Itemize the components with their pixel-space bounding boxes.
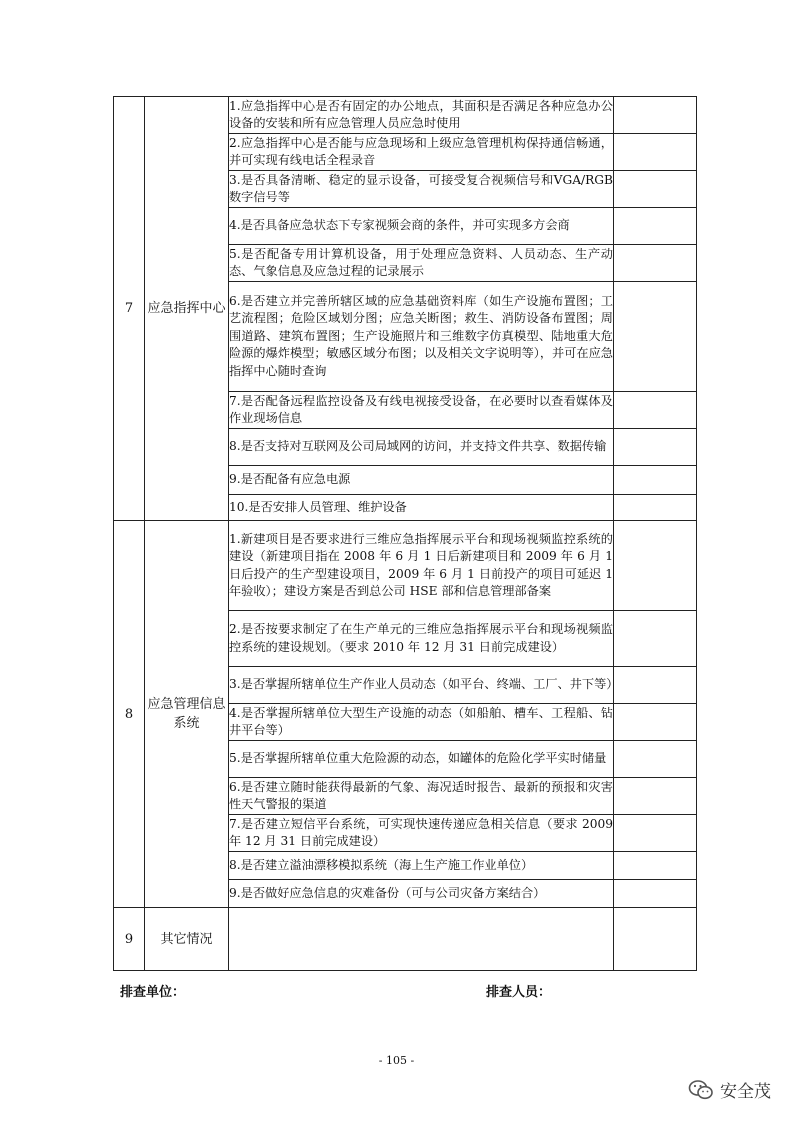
inspection-table [113,96,697,971]
result-cell [614,741,697,778]
result-cell [614,495,697,521]
table-row [114,521,697,611]
checklist-item: 5.是否配备专用计算机设备，用于处理应急资料、人员动态、生产动态、气象信息及应急过程的记录展示 [229,245,614,282]
section-category: 应急指挥中心 [145,97,229,521]
inspection-unit-label: 排查单位： [120,985,186,1000]
checklist-item: 7.是否建立短信平台系统，可实现快速传递应急相关信息（要求 2009 年 12 月 31 日前完成建设） [229,815,614,852]
watermark-text: 安全茂 [720,1082,771,1102]
section-category: 其它情况 [145,908,229,971]
result-cell [614,466,697,495]
checklist-item: 2.是否按要求制定了在生产单元的三维应急指挥展示平台和现场视频监控系统的建设规划。（要求 2010 年 12 月 31 日前完成建设） [229,611,614,667]
section-number: 9 [114,908,145,971]
result-cell [614,704,697,741]
result-cell [614,908,697,971]
checklist-item: 5.是否掌握所辖单位重大危险源的动态，如罐体的危险化学平实时储量 [229,741,614,778]
watermark [688,1077,771,1102]
result-cell [614,245,697,282]
checklist-item: 8.是否支持对互联网及公司局域网的访问，并支持文件共享、数据传输 [229,429,614,466]
table-row [114,908,697,971]
result-cell [614,778,697,815]
checklist-item: 9.是否配备有应急电源 [229,466,614,495]
result-cell [614,880,697,908]
checklist-item: 4.是否掌握所辖单位大型生产设施的动态（如船舶、槽车、工程船、钻井平台等） [229,704,614,741]
checklist-item: 8.是否建立溢油漂移模拟系统（海上生产施工作业单位） [229,852,614,880]
section-number: 8 [114,521,145,908]
table-row [114,97,697,134]
inspector-label: 排查人员： [486,985,552,1000]
checklist-item: 4.是否具备应急状态下专家视频会商的条件，并可实现多方会商 [229,208,614,245]
result-cell [614,667,697,704]
result-cell [614,208,697,245]
result-cell [614,852,697,880]
result-cell [614,97,697,134]
result-cell [614,815,697,852]
checklist-item: 7.是否配备远程监控设备及有线电视接受设备，在必要时以查看媒体及作业现场信息 [229,392,614,429]
checklist-item: 1.新建项目是否要求进行三维应急指挥展示平台和现场视频监控系统的建设（新建项目指在 2008 年 6 月 1 日后新建项目和 2009 年 6 月 1 日后投产的生产型建设项目，2009 年 6 月 1 日前投产的项目可延迟 1 年验收）；建设方案是否到总公司 HSE 部和信息管理部备案 [229,521,614,611]
result-cell [614,134,697,171]
section-number: 7 [114,97,145,521]
checklist-item: 3.是否具备清晰、稳定的显示设备，可接受复合视频信号和VGA/RGB 数字信号等 [229,171,614,208]
result-cell [614,521,697,611]
section-category: 应急管理信息系统 [145,521,229,908]
checklist-item: 6.是否建立并完善所辖区域的应急基础资料库（如生产设施布置图；工艺流程图；危险区域划分图；应急关断图；救生、消防设备布置图；周围道路、建筑布置图；生产设施照片和三维数字仿真模型、陆地重大危险源的爆炸模型；敏感区域分布图；以及相关文字说明等），并可在应急指挥中心随时查询 [229,282,614,392]
result-cell [614,282,697,392]
checklist-item: 9.是否做好应急信息的灾难备份（可与公司灾备方案结合） [229,880,614,908]
checklist-item: 2.应急指挥中心是否能与应急现场和上级应急管理机构保持通信畅通，并可实现有线电话全程录音 [229,134,614,171]
checklist-item: 10.是否安排人员管理、维护设备 [229,495,614,521]
checklist-item: 1.应急指挥中心是否有固定的办公地点，其面积是否满足各种应急办公设备的安装和所有应急管理人员应急时使用 [229,97,614,134]
result-cell [614,611,697,667]
wechat-icon [688,1079,714,1101]
checklist-item: 3.是否掌握所辖单位生产作业人员动态（如平台、终端、工厂、井下等） [229,667,614,704]
result-cell [614,171,697,208]
checklist-item: 6.是否建立随时能获得最新的气象、海况适时报告、最新的预报和灾害性天气警报的渠道 [229,778,614,815]
page-number: - 105 - [378,1054,415,1067]
result-cell [614,429,697,466]
result-cell [614,392,697,429]
checklist-item-empty [229,908,614,971]
